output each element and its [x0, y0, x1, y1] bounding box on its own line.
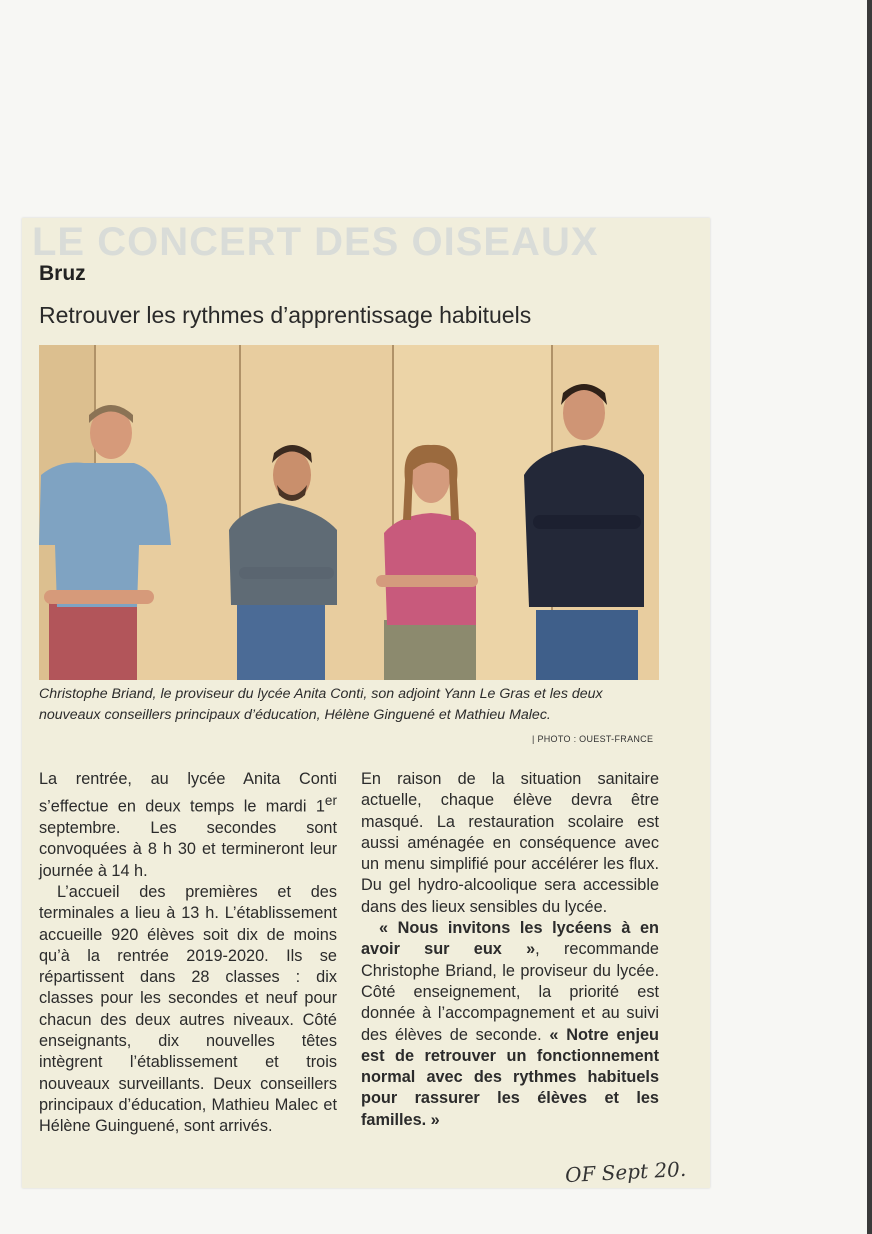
paragraph-quotes-text: , recommande Christophe Briand, le proviseur du lycée. Côté enseignement, la priorité est donnée à l’accompagnement et au suivi des élèves de seconde. [361, 940, 659, 1044]
photo-credit: | PHOTO : OUEST-FRANCE [532, 734, 654, 744]
photo-caption: Christophe Briand, le proviseur du lycée Anita Conti, son adjoint Yann Le Gras et les deux nouveaux conseillers principaux d’éducation, Hélène Ginguené et Mathieu Malec. [39, 686, 603, 723]
ordinal-superscript: er [324, 793, 337, 809]
scan-edge [867, 0, 872, 1234]
handwritten-note: OF Sept 20. [564, 1156, 687, 1188]
pull-quote-enjeu: « Notre enjeu est de retrouver un fonctionnement normal avec des rythmes habituels pour rassurer les élèves et les familles. » [361, 1025, 659, 1129]
pull-quote-lyceens: « Nous invitons les lycéens à en avoir sur eux » [361, 919, 659, 959]
paragraph-sanitaire: En raison de la situation sanitaire actuelle, chaque élève devra être masqué. La restauration scolaire est aussi aménagée en conséquence avec un menu simplifié pour accélérer les flux. Du gel hydro-alcoolique sera accessible dans des lieux sensibles du lycée. [361, 770, 659, 916]
paragraph-quotes [361, 918, 659, 1131]
group-portrait-photo [39, 345, 659, 680]
article-kicker: Bruz [39, 262, 86, 285]
article-headline: Retrouver les rythmes d’apprentissage habituels [39, 302, 532, 328]
paragraph-rentree-start: La rentrée, au lycée Anita Conti s’effectue en deux temps le mardi 1 [39, 770, 337, 816]
newspaper-clipping [22, 218, 710, 1188]
article-photo [39, 345, 659, 680]
paragraph-rentree-end: septembre. Les secondes sont convoquées à 8 h 30 et termineront leur journée à 14 h. [39, 819, 337, 880]
paragraph-rentree [39, 769, 337, 882]
article-column-right [361, 769, 659, 1131]
bleed-through-headline: LE CONCERT DES OISEAUX [32, 220, 599, 264]
article-column-left [39, 769, 337, 1137]
paragraph-accueil: L’accueil des premières et des terminales a lieu à 13 h. L’établissement accueille 920 élèves soit dix de moins qu’à la rentrée 2019-2020. Ils se répartissent dans 28 classes : dix classes pour les secondes et neuf pour chacun des deux autres niveaux. Côté enseignants, dix nouvelles têtes intègrent l’établissement et trois nouveaux surveillants. Deux conseillers principaux d’éducation, Mathieu Malec et Hélène Guinguené, sont arrivés. [39, 882, 337, 1136]
